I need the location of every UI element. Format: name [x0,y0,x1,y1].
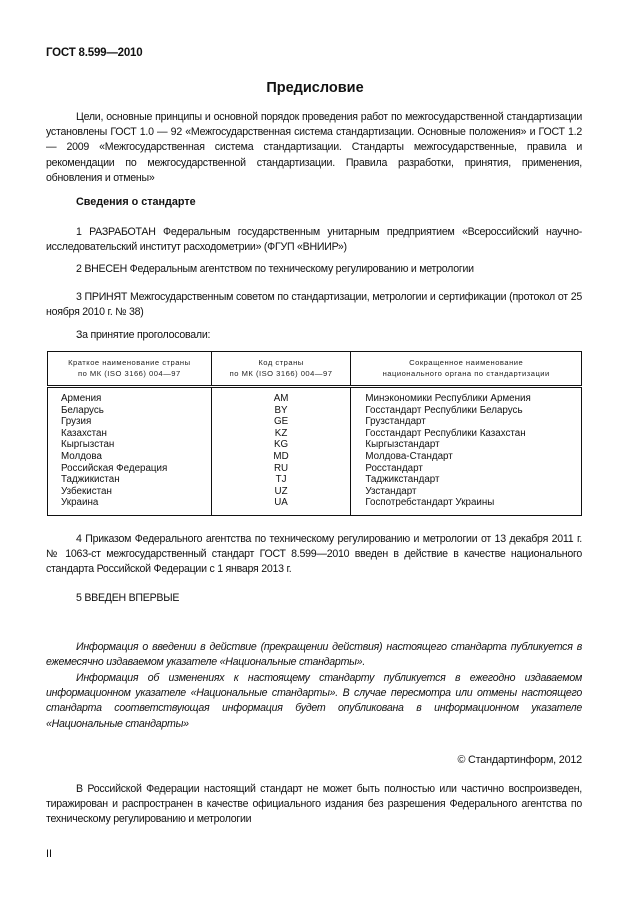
cell-country: Молдова [48,451,212,463]
cell-code: MD [211,451,351,463]
voted-label-text: За принятие проголосовали: [76,329,211,341]
page-title: Предисловие [266,80,364,96]
document-id: ГОСТ 8.599—2010 [46,47,143,59]
intro-paragraph [46,110,582,186]
notice-paragraph-2 [46,671,582,732]
cell-org: Госстандарт Республики Казахстан [351,428,582,440]
cell-code: GE [211,416,351,428]
table-row [48,387,582,405]
cell-country: Казахстан [48,428,212,440]
notice-paragraph-1 [46,640,582,670]
cell-code: RU [211,463,351,475]
cell-code: TJ [211,474,351,486]
header-org: Сокращенное наименование национального органа по стандартизации [351,352,582,387]
cell-country: Таджикистан [48,474,212,486]
rights-text: В Российской Федерации настоящий стандарт не может быть полностью или частично воспроизведен, тиражирован и распространен в качестве официального издания без разрешения Федерального агентства по техническому регулированию и метрологии [46,783,582,826]
info-item-3-text: 3 ПРИНЯТ Межгосударственным советом по стандартизации, метрологии и сертификации (протокол от 25 ноября 2010 г. № 38) [46,291,582,319]
cell-code: UZ [211,486,351,498]
cell-code: KZ [211,428,351,440]
voting-table [47,351,582,516]
cell-country: Украина [48,497,212,515]
cell-country: Армения [48,387,212,405]
cell-country: Кыргызстан [48,439,212,451]
info-item-1 [46,225,582,255]
cell-code: UA [211,497,351,515]
cell-org: Молдова-Стандарт [351,451,582,463]
table-row [48,428,582,440]
table-row [48,439,582,451]
info-item-2-text: 2 ВНЕСЕН Федеральным агентством по техническому регулированию и метрологии [76,263,474,275]
cell-org: Узстандарт [351,486,582,498]
cell-org: Госстандарт Республики Беларусь [351,405,582,417]
cell-country: Российская Федерация [48,463,212,475]
page-number: II [46,848,52,860]
cell-org: Кыргызстандарт [351,439,582,451]
cell-org: Таджикстандарт [351,474,582,486]
rights-paragraph [46,782,582,828]
table-row [48,497,582,515]
info-item-4 [46,532,582,578]
notice-1-text: Информация о введении в действие (прекращении действия) настоящего стандарта публикуется в ежемесячно издаваемом указателе «Национальные стандарты». [46,641,582,669]
cell-org: Росстандарт [351,463,582,475]
intro-text: Цели, основные принципы и основной порядок проведения работ по межгосударственной стандартизации установлены ГОСТ 1.0 — 92 «Межгосударственная система стандартизации. Основные положения» и ГОСТ 1.2 — 2009 «Межгосударственная система стандартизации. Стандарты межгосударственные, правила и рекомендации по межгосударственной стандартизации. Правила разработки, принятия, применения, обновления и отмены» [46,111,582,184]
table-row [48,405,582,417]
cell-country: Грузия [48,416,212,428]
info-item-4-text: 4 Приказом Федерального агентства по техническому регулированию и метрологии от 13 декабря 2011 г. № 1063-ст межгосударственный стандарт ГОСТ 8.599—2010 введен в действие в качестве национального стандарта Российской Федерации с 1 января 2013 г. [46,533,582,576]
cell-code: AM [211,387,351,405]
header-country: Краткое наименование страны по МК (ISO 3166) 004—97 [48,352,212,387]
table-row [48,463,582,475]
copyright: © Стандартинформ, 2012 [457,754,582,766]
header-code: Код страны по МК (ISO 3166) 004—97 [211,352,351,387]
cell-org: Госпотребстандарт Украины [351,497,582,515]
table-row [48,474,582,486]
table-row [48,416,582,428]
table-header-row [48,352,582,387]
voted-label [46,328,582,343]
info-item-1-text: 1 РАЗРАБОТАН Федеральным государственным унитарным предприятием «Всероссийский научно-исследовательский институт расходометрии» (ФГУП «ВНИИР») [46,226,582,254]
info-item-5-text: 5 ВВЕДЕН ВПЕРВЫЕ [76,592,180,604]
cell-code: KG [211,439,351,451]
cell-org: Грузстандарт [351,416,582,428]
notice-2-text: Информация об изменениях к настоящему стандарту публикуется в ежегодно издаваемом информационном указателе «Национальные стандарты». В случае пересмотра или отмены настоящего стандарта соответствующая информация будет опубликована в информационном указателе «Национальные стандарты» [46,672,582,730]
info-item-2 [46,262,582,277]
table-row [48,486,582,498]
info-item-5 [46,591,582,606]
cell-country: Беларусь [48,405,212,417]
table-row [48,451,582,463]
cell-code: BY [211,405,351,417]
cell-org: Минэкономики Республики Армения [351,387,582,405]
cell-country: Узбекистан [48,486,212,498]
info-item-3 [46,290,582,320]
section-heading: Сведения о стандарте [76,196,196,208]
